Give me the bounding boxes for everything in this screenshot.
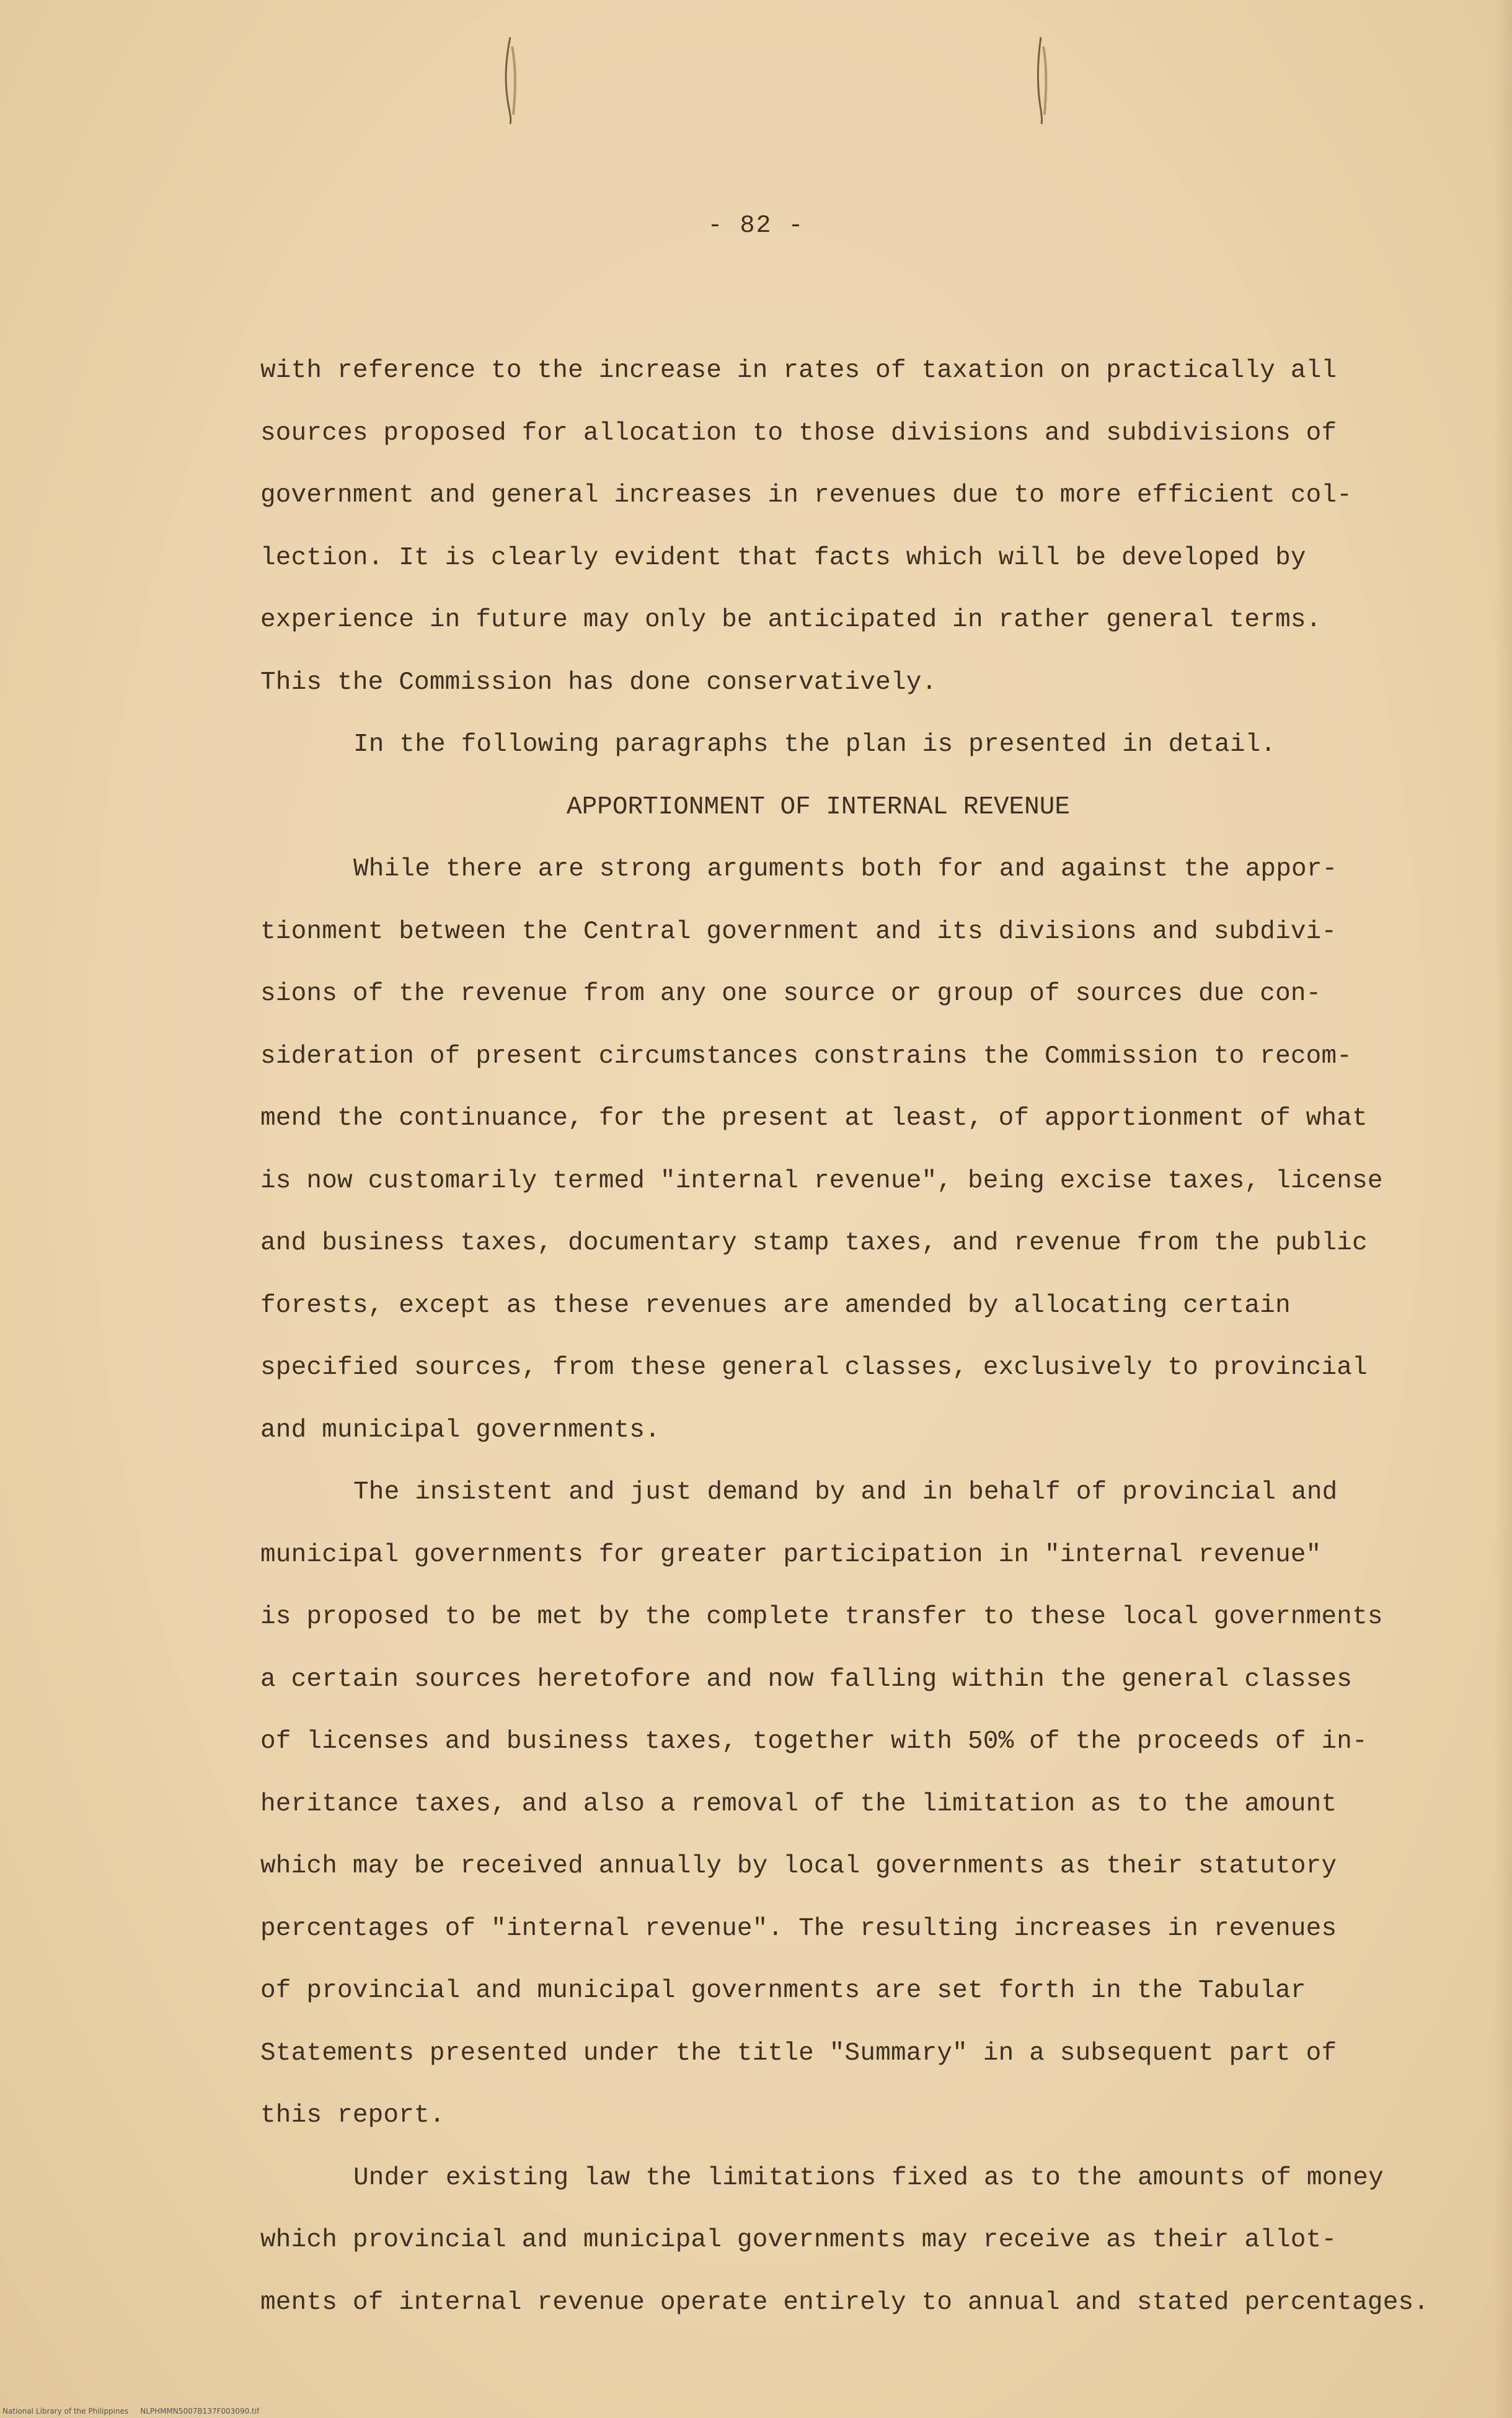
text-line: Statements presented under the title "Summary" in a subsequent part of [260,2039,1337,2068]
text-line: In the following paragraphs the plan is presented in detail. [353,730,1276,759]
text-line: ments of internal revenue operate entirely to annual and stated percentages. [260,2288,1430,2317]
page-number: - 82 - [707,212,805,240]
text-line: is proposed to be met by the complete transfer to these local governments [260,1603,1383,1631]
text-line: forests, except as these revenues are amended by allocating certain [260,1291,1291,1320]
text-line: sions of the revenue from any one source or group of sources due con- [260,980,1322,1008]
text-line: with reference to the increase in rates of taxation on practically all [260,356,1337,385]
text-line: tionment between the Central government and its divisions and subdivi- [260,917,1337,946]
text-line: lection. It is clearly evident that facts which will be developed by [260,543,1306,572]
text-line: which may be received annually by local governments as their statutory [260,1852,1337,1880]
text-line: sources proposed for allocation to those divisions and subdivisions of [260,418,1337,448]
section-heading: APPORTIONMENT OF INTERNAL REVENUE [567,792,1070,822]
text-line: municipal governments for greater participation in "internal revenue" [260,1540,1322,1569]
text-line: this report. [260,2101,445,2130]
text-line: This the Commission has done conservatively. [260,668,937,697]
punch-hole-right [1032,34,1053,127]
punch-hole-left [500,34,521,127]
text-line: which provincial and municipal governments may receive as their allot- [260,2226,1337,2254]
text-line: and business taxes, documentary stamp taxes, and revenue from the public [260,1229,1368,1257]
text-line: The insistent and just demand by and in behalf of provincial and [353,1478,1338,1507]
scan-footer: National Library of the Philippines NLPHMMN5007B137F003090.tif [2,2407,260,2416]
text-line: of licenses and business taxes, together with 50% of the proceeds of in- [260,1727,1368,1756]
text-line: While there are strong arguments both for and against the appor- [353,855,1338,884]
text-line: a certain sources heretofore and now falling within the general classes [260,1665,1353,1694]
text-line: percentages of "internal revenue". The resulting increases in revenues [260,1914,1337,1943]
text-line: specified sources, from these general classes, exclusively to provincial [260,1353,1368,1382]
text-line: sideration of present circumstances constrains the Commission to recom- [260,1042,1353,1071]
body-text [260,340,1451,2334]
text-line: mend the continuance, for the present at least, of apportionment of what [260,1104,1368,1133]
page-edge-shadow [1493,0,1512,2418]
text-line: Under existing law the limitations fixed as to the amounts of money [353,2163,1384,2192]
text-line: is now customarily termed "internal revenue", being excise taxes, license [260,1166,1383,1195]
text-line: heritance taxes, and also a removal of the limitation as to the amount [260,1789,1337,1818]
text-line: and municipal governments. [260,1415,660,1445]
text-line: experience in future may only be anticipated in rather general terms. [260,606,1322,634]
text-line: government and general increases in revenues due to more efficient col- [260,481,1353,510]
text-line: of provincial and municipal governments are set forth in the Tabular [260,1977,1306,2005]
